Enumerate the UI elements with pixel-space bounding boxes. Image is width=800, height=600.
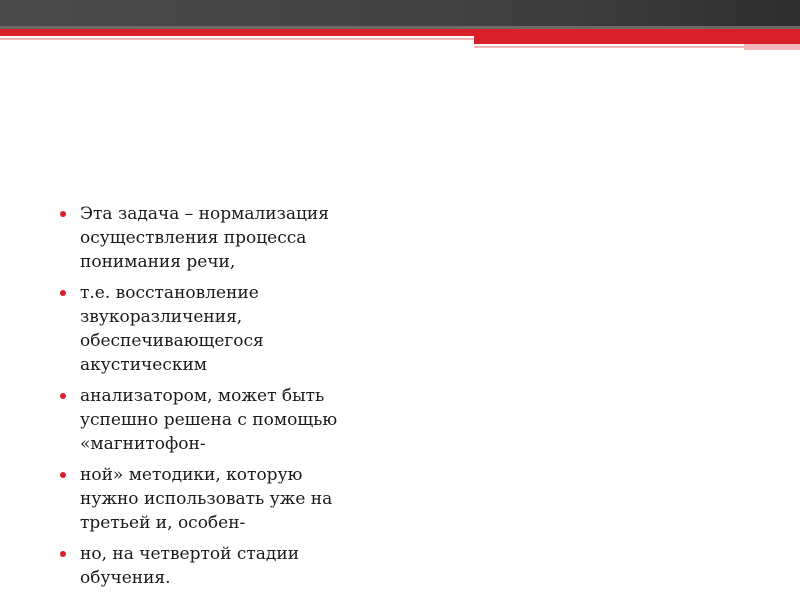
slide-body <box>60 202 390 597</box>
bullet-text-line: успешно решена с помощью <box>80 410 338 430</box>
header-pink-line-right <box>474 46 744 48</box>
bullet-text-line: осуществления процесса <box>80 228 307 248</box>
header-dark-bar <box>0 0 800 26</box>
bullet-dot-icon <box>60 393 66 399</box>
header-pink-line-end <box>744 44 800 50</box>
bullet-dot-icon <box>60 472 66 478</box>
bullet-text-line: обучения. <box>80 568 171 588</box>
bullet-dot-icon <box>60 211 66 217</box>
bullet-text-line: анализатором, может быть <box>80 386 325 406</box>
bullet-text-line: понимания речи, <box>80 252 236 272</box>
bullet-item <box>60 384 390 456</box>
bullet-list <box>60 202 390 590</box>
bullet-text-line: акустическим <box>80 355 208 375</box>
bullet-item <box>60 542 390 590</box>
header-red-band <box>0 29 800 36</box>
bullet-text-line: т.е. восстановление <box>80 283 259 303</box>
bullet-item <box>60 281 390 377</box>
bullet-item <box>60 463 390 535</box>
bullet-text-line: «магнитофон- <box>80 434 206 454</box>
bullet-text-line: Эта задача – нормализация <box>80 204 329 224</box>
bullet-text-line: нужно использовать уже на <box>80 489 333 509</box>
header-pink-line-left <box>0 38 474 40</box>
bullet-dot-icon <box>60 551 66 557</box>
bullet-text-line: обеспечивающегося <box>80 331 264 351</box>
bullet-dot-icon <box>60 290 66 296</box>
bullet-text-line: звукоразличения, <box>80 307 243 327</box>
header-red-band-step <box>474 36 800 44</box>
bullet-text-line: ной» методики, которую <box>80 465 303 485</box>
bullet-text-line: третьей и, особен- <box>80 513 246 533</box>
bullet-text-line: но, на четвертой стадии <box>80 544 300 564</box>
bullet-item <box>60 202 390 274</box>
